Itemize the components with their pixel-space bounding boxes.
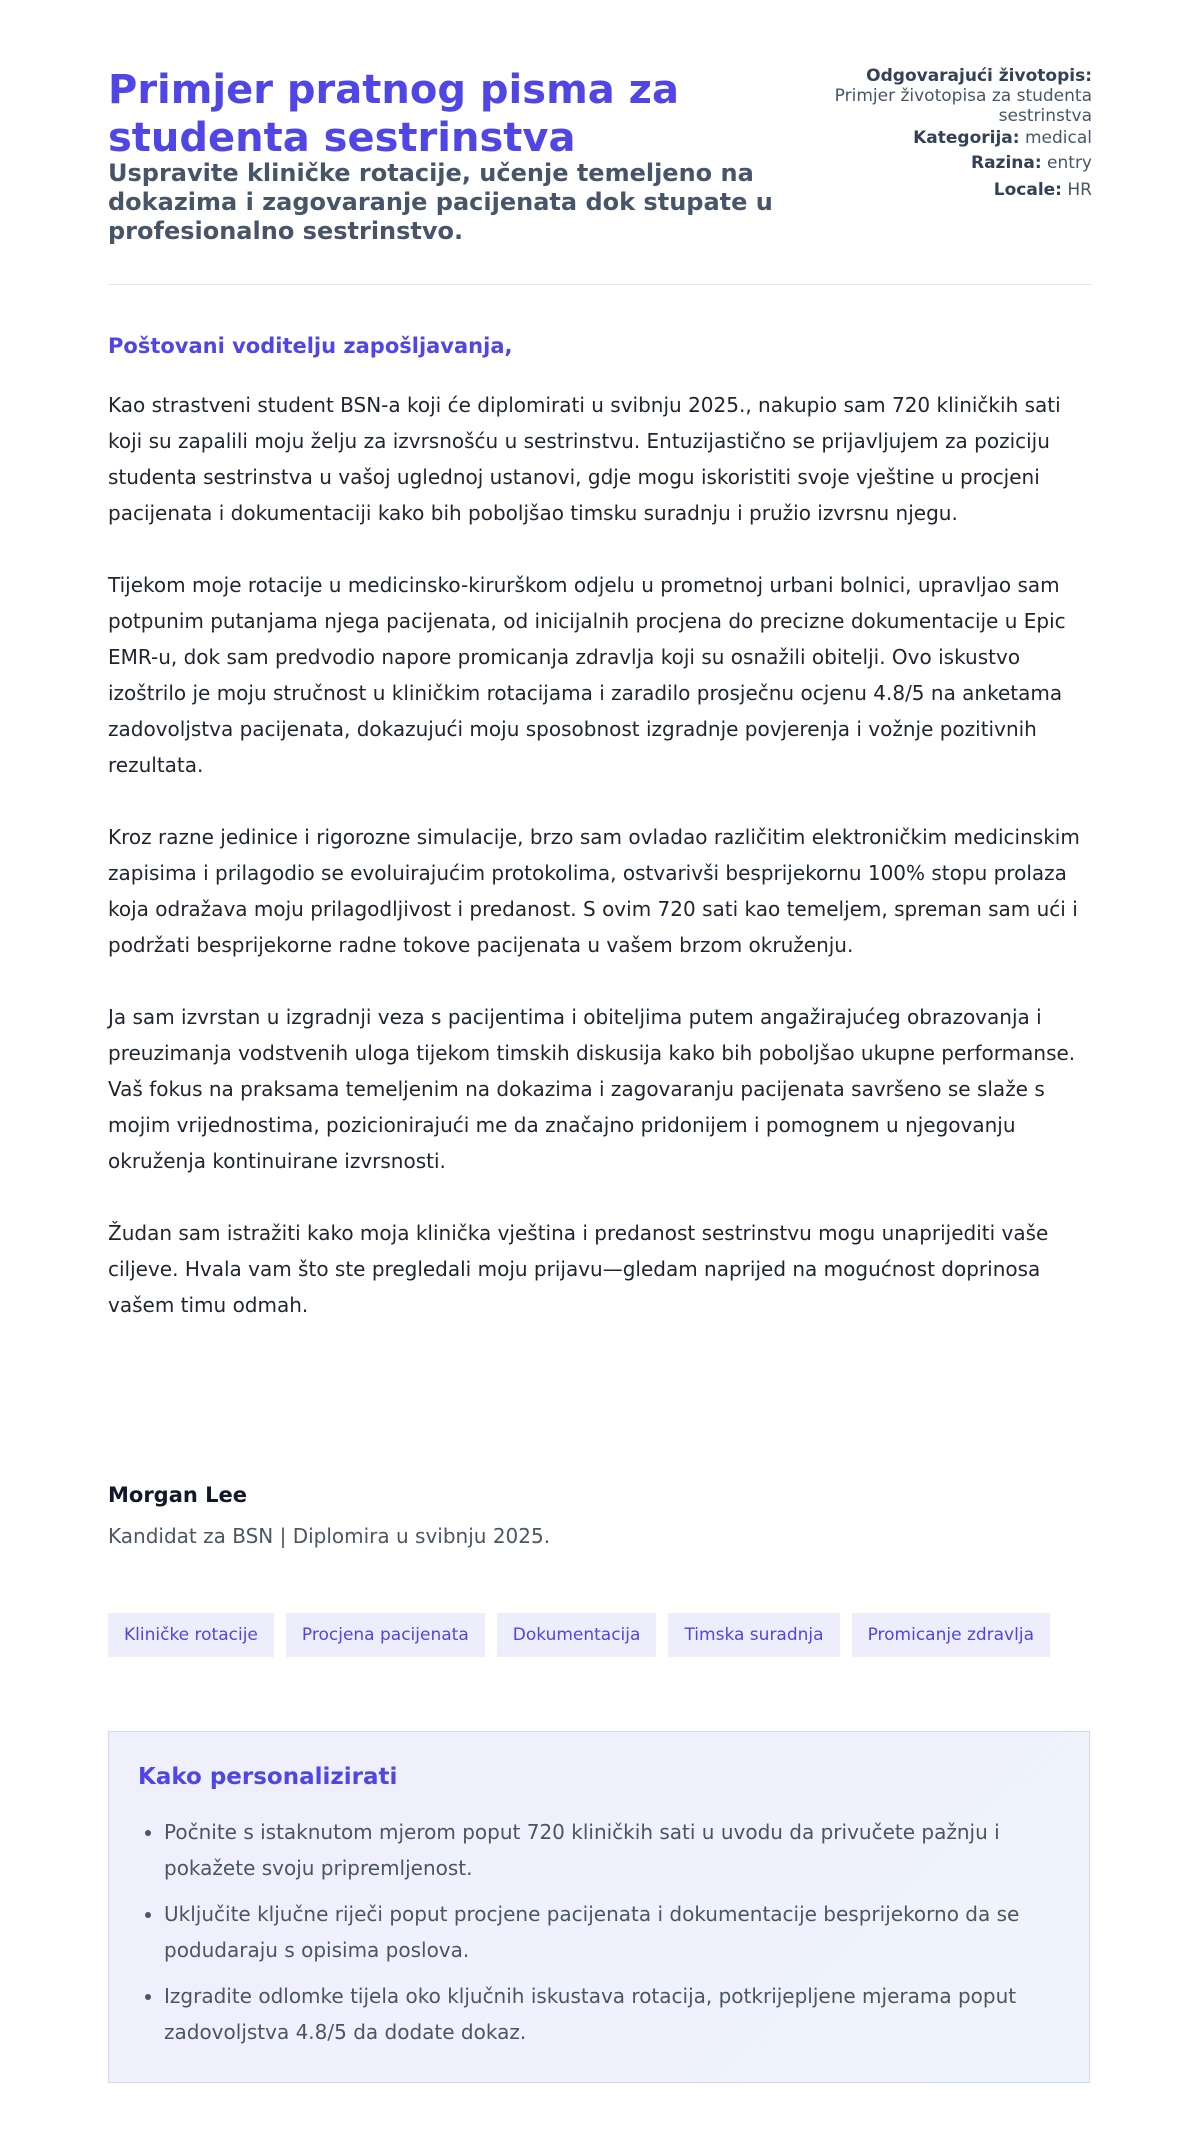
meta-resume-link[interactable]: Primjer životopisa za studenta sestrinstva	[834, 86, 1092, 126]
letter-body	[108, 387, 1098, 1359]
letter-salutation: Poštovani voditelju zapošljavanja,	[108, 334, 513, 358]
letter-paragraph: Kroz razne jedinice i rigorozne simulacije, brzo sam ovladao različitim elektroničkim medicinskim zapisima i prilagodio se evoluirajućim protokolima, ostvarivši besprijekornu 100% stopu prolaza koja odražava moju prilagodljivost i predanost. S ovim 720 sati kao temeljem, spreman sam ući i podržati besprijekorne radne tokove pacijenata u vašem brzom okruženju.	[108, 825, 1080, 957]
personalize-tips-box	[108, 1731, 1090, 2083]
meta-resume-label: Odgovarajući životopis:	[866, 66, 1092, 86]
tips-list-item: • Uključite ključne riječi poput procjene pacijenata i dokumentacije besprijekorno da se podudaraju s opisima poslova.	[164, 1896, 1084, 1968]
meta-level	[792, 151, 1092, 175]
letter-paragraph: Kao strastveni student BSN-a koji će diplomirati u svibnju 2025., nakupio sam 720 kliničkih sati koji su zapalili moju želju za izvrsnošću u sestrinstvu. Entuzijastično se prijavljujem za poziciju studenta sestrinstva u vašoj uglednoj ustanovi, gdje mogu iskoristiti svoje vještine u procjeni pacijenata i dokumentaciji kako bih poboljšao timsku suradnju i pružio izvrsnu njegu.	[108, 393, 1061, 525]
tips-list	[138, 1814, 1084, 2060]
page-subtitle: Uspravite kliničke rotacije, učenje temeljeno na dokazima i zagovaranje pacijenata dok stupate u profesionalno sestrinstvo.	[108, 159, 773, 245]
skill-tag: Timska suradnja	[668, 1613, 839, 1657]
letter-paragraph: Žudan sam istražiti kako moja klinička vještina i predanost sestrinstvu mogu unaprijediti vaše ciljeve. Hvala vam što ste pregledali moju prijavu—gledam naprijed na mogućnost doprinosa vašem timu odmah.	[108, 1221, 1049, 1317]
skill-tag: Promicanje zdravlja	[852, 1613, 1050, 1657]
meta-locale-label: Locale:	[993, 180, 1062, 200]
skill-tags	[108, 1613, 1050, 1657]
meta-category-value: medical	[1024, 128, 1092, 148]
skill-tag: Procjena pacijenata	[286, 1613, 485, 1657]
tips-title: Kako personalizirati	[138, 1764, 398, 1790]
meta-locale	[792, 175, 1092, 205]
letter-paragraph: Ja sam izvrstan u izgradnji veza s pacijentima i obiteljima putem angažirajućeg obrazovanja i preuzimanja vodstvenih uloga tijekom timskih diskusija kako bih poboljšao ukupne performanse. Vaš fokus na praksama temeljenim na dokazima i zagovaranju pacijenata savršeno se slaže s mojim vrijednostima, pozicionirajući me da značajno pridonijem i pomognem u njegovanju okruženja kontinuirane izvrsnosti.	[108, 1005, 1076, 1173]
meta-panel	[792, 66, 1092, 205]
meta-resume	[792, 66, 1092, 126]
skill-tag: Kliničke rotacije	[108, 1613, 274, 1657]
tips-list-item: • Izgradite odlomke tijela oko ključnih iskustava rotacija, potkrijepljene mjerama poput zadovoljstva 4.8/5 da dodate dokaz.	[164, 1978, 1084, 2050]
meta-level-value: entry	[1047, 153, 1092, 173]
letter-paragraph: Tijekom moje rotacije u medicinsko-kirurškom odjelu u prometnoj urbani bolnici, upravljao sam potpunim putanjama njega pacijenata, od inicijalnih procjena do precizne dokumentacije u Epic EMR-u, dok sam predvodio napore promicanja zdravlja koji su osnažili obitelji. Ovo iskustvo izoštrilo je moju stručnost u kliničkim rotacijama i zaradilo prosječnu ocjenu 4.8/5 na anketama zadovoljstva pacijenata, dokazujući moju sposobnost izgradnje povjerenja i vožnje pozitivnih rezultata.	[108, 573, 1066, 777]
skill-tag: Dokumentacija	[497, 1613, 657, 1657]
header-divider	[108, 284, 1092, 285]
signature-title: Kandidat za BSN | Diplomira u svibnju 2025.	[108, 1524, 551, 1548]
meta-category	[792, 126, 1092, 151]
page-title: Primjer pratnog pisma za studenta sestrinstva	[108, 67, 679, 161]
meta-level-label: Razina:	[970, 153, 1042, 173]
meta-category-label: Kategorija:	[913, 128, 1020, 148]
meta-locale-value: HR	[1067, 180, 1092, 200]
signature-name: Morgan Lee	[108, 1483, 248, 1507]
tips-list-item: • Počnite s istaknutom mjerom poput 720 kliničkih sati u uvodu da privučete pažnju i pokažete svoju pripremljenost.	[164, 1814, 1084, 1886]
